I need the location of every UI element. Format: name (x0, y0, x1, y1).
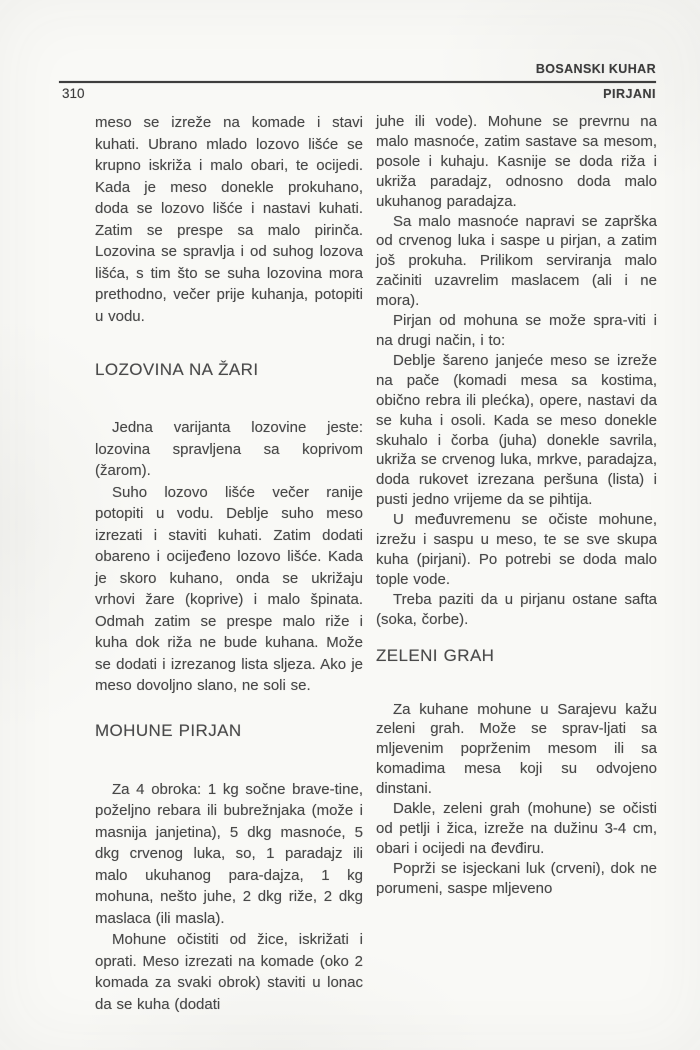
header-book-title: BOSANSKI KUHAR (535, 62, 656, 76)
left-column (95, 112, 363, 1015)
body-paragraph: Deblje šareno janjeće meso se izreže na pače (komadi mesa sa kostima, obično rebra ili plećka), opere, nastavi da se kuha i osoli. Kada se meso donekle skuhalo i čorba (juha) donekle savrila, ukriža se crvenog luka, mrkve, paradajza, doda rukovet izrezana peršuna (lista) i pusti jedno vrijeme da se pihtija. (376, 351, 657, 509)
body-paragraph: U međuvremenu se očiste mohune, izrežu i saspu u meso, te se sve skupa kuha (pirjani). Po potrebi se doda malo tople vode. (376, 511, 657, 588)
body-paragraph: Suho lozovo lišće večer ranije potopiti u vodu. Deblje suho meso izrezati i staviti kuhati. Zatim dodati obareno i ocijeđeno lozovo lišće. Kada je skoro kuhano, onda se ukrižaju vrhovi žare (koprive) i malo špinata. Odmah zatim se prespe malo riže i kuha dok riža ne bude kuhana. Može se dodati i izrezanog lista sljeza. Ako je meso dovoljno slano, ne soli se. (95, 483, 363, 694)
section-heading-lozovina-na-zari: LOZOVINA NA ŽARI (95, 360, 259, 379)
section-heading-zeleni-grah: ZELENI GRAH (376, 645, 495, 665)
page-number: 310 (62, 86, 85, 101)
header-rule-divider (59, 81, 656, 83)
body-paragraph: Sa malo masnoće napravi se zaprška od crvenog luka i saspe u pirjan, a zatim još prokuha. Prilikom serviranja malo začiniti uzavrelim maslacem (ali i ne mora). (376, 212, 657, 310)
body-paragraph: Treba paziti da u pirjanu ostane safta (soka, čorbe). (376, 590, 657, 628)
body-paragraph: Dakle, zeleni grah (mohune) se očisti od petlji i žica, izreže na dužinu 3-4 cm, obari i ocijedi na đevđiru. (376, 800, 657, 857)
header-chapter-title: PIRJANI (603, 87, 656, 101)
two-column-text-body (95, 112, 657, 1015)
body-paragraph: Mohune očistiti od žice, iskrižati i oprati. Meso izrezati na komade (oko 2 komada za svaki obrok) staviti u lonac da se kuha (dodati (95, 931, 363, 1013)
continuation-paragraph: juhe ili vode). Mohune se prevrnu na malo masnoće, zatim sastave sa mesom, posole i kuhaju. Kasnije se doda riža i ukriža paradajz, odnosno doda malo ukuhanog paradajza. (376, 113, 657, 210)
body-paragraph: Pirjan od mohuna se može spra-viti i na drugi način, i to: (376, 312, 657, 349)
body-paragraph: Za kuhane mohune u Sarajevu kažu zeleni grah. Može se sprav-ljati sa mljevenim poprženim mesom ili sa komadima mesa koji su odvojeno dinstani. (376, 700, 657, 798)
recipe-ingredients-paragraph: Za 4 obroka: 1 kg sočne brave-tine, poželjno rebara ili bubrežnjaka (može i masnija janjetina), 5 dkg masnoće, 5 dkg crvenog luka, so, 1 paradajz ili malo ukuhanog para-dajza, 1 kg mohuna, nešto juhe, 2 dkg riže, 2 dkg maslaca (ili masla). (95, 780, 363, 927)
body-paragraph: Jedna varijanta lozovine jeste: lozovina spravljena sa koprivom (žarom). (95, 419, 363, 479)
section-heading-mohune-pirjan: MOHUNE PIRJAN (95, 720, 242, 740)
body-paragraph: Poprži se isjeckani luk (crveni), dok ne porumeni, saspe mljeveno (376, 859, 657, 897)
right-column (376, 112, 657, 1015)
continuation-paragraph: meso se izreže na komade i stavi kuhati. Ubrano mlado lozovo lišće se krupno iskriža i malo obari, te ocijedi. Kada je meso donekle prokuhano, doda se lozovo lišće i nastavi kuhati. Zatim se prespe sa malo pirinča. Lozovina se spravlja i od suhog lozova lišća, s tim što se suha lozovina mora prethodno, večer prije kuhanja, potopiti u vodu. (95, 114, 363, 325)
